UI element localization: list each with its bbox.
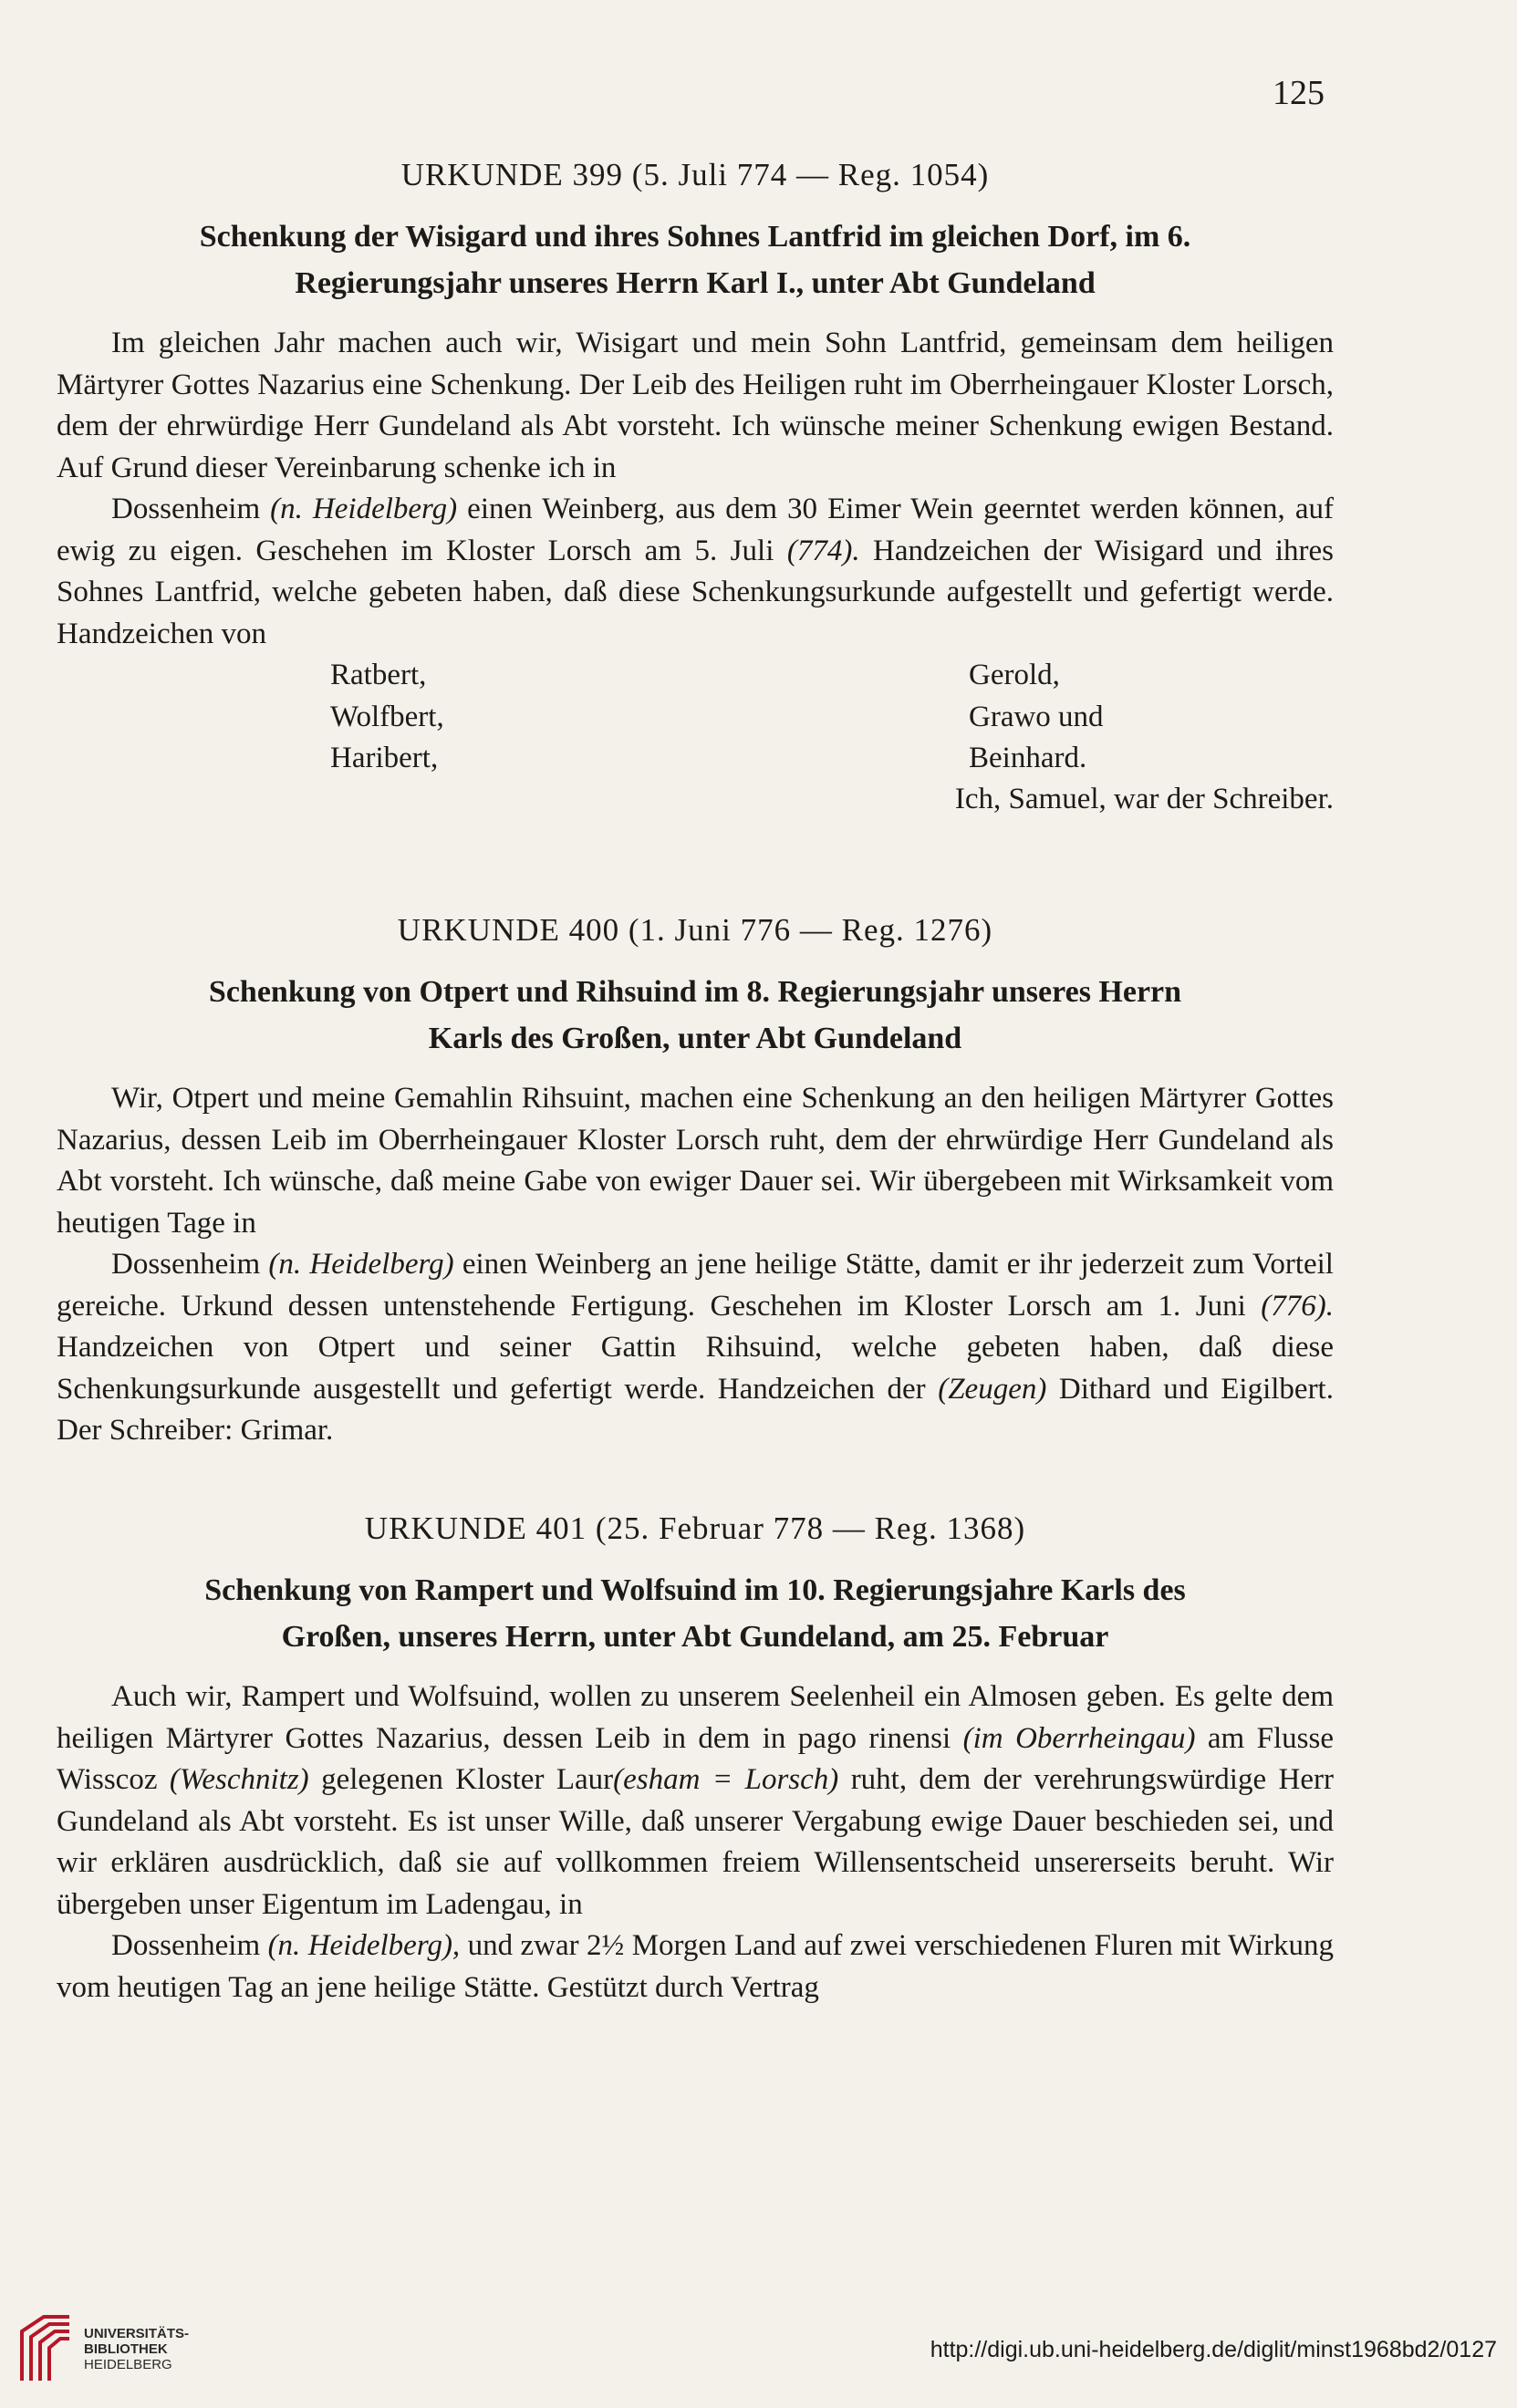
text-run: und zwar 2½ Morgen Land auf zwei verschiedenen Fluren mit Wirkung vom heutigen Tag an jene heilige Stätte. Gestützt durch Vertrag bbox=[57, 1929, 1334, 2004]
italic-text: (n. Heidelberg) bbox=[268, 1248, 454, 1281]
library-name-line: HEIDELBERG bbox=[84, 2357, 172, 2372]
witness-name: Grawo und bbox=[969, 700, 1104, 733]
title-line: Großen, unseres Herrn, unter Abt Gundeland, am 25. Februar bbox=[281, 1620, 1109, 1654]
italic-text: (Zeugen) bbox=[938, 1372, 1047, 1406]
urkunde-401 bbox=[57, 1510, 1334, 2008]
italic-text: (esham = Lorsch) bbox=[613, 1763, 839, 1796]
library-name-line: BIBLIOTHEK bbox=[84, 2341, 168, 2357]
paragraph bbox=[57, 1676, 1334, 1925]
title-line: Schenkung der Wisigard und ihres Sohnes Lantfrid im gleichen Dorf, im 6. bbox=[199, 220, 1191, 254]
urkunde-title bbox=[57, 1567, 1334, 1660]
library-name bbox=[84, 2326, 189, 2372]
italic-text: (774). bbox=[786, 534, 860, 567]
text-run: Dossenheim bbox=[111, 1929, 268, 1962]
paragraph bbox=[57, 489, 1334, 655]
text-run: gelegenen Kloster Laur bbox=[308, 1763, 614, 1796]
source-url-link[interactable]: http://digi.ub.uni-heidelberg.de/diglit/minst1968bd2/0127 bbox=[930, 2337, 1497, 2362]
witness-column-left bbox=[330, 655, 444, 780]
witness-name: Wolfbert, bbox=[330, 700, 444, 733]
italic-text: (im Oberrheingau) bbox=[962, 1721, 1196, 1755]
urkunde-header: URKUNDE 401 (25. Februar 778 — Reg. 1368) bbox=[364, 1510, 1026, 1546]
text-run: Handzeichen der Wisigard und ihres Sohnes Lantfrid, welche gebeten haben, daß diese Schenkungsurkunde aufgestellt und gefertigt werde. Handzeichen von bbox=[57, 534, 1334, 650]
paragraph bbox=[57, 1244, 1334, 1452]
witness-list bbox=[57, 655, 1334, 779]
italic-text: (Weschnitz) bbox=[169, 1763, 309, 1796]
university-library-logo-icon bbox=[16, 2311, 75, 2384]
urkunde-title bbox=[57, 969, 1334, 1062]
text-run: einen Weinberg an jene heilige Stätte, damit er ihr jederzeit zum Vorteil gereiche. Urkund dessen untenstehende Fertigung. Geschehen im Kloster Lorsch am 1. Juni bbox=[57, 1248, 1334, 1323]
title-line: Schenkung von Otpert und Rihsuind im 8. Regierungsjahr unseres Herrn bbox=[208, 975, 1182, 1009]
library-name-line: UNIVERSITÄTS- bbox=[84, 2326, 190, 2341]
urkunde-399 bbox=[57, 157, 1334, 821]
italic-text: (776). bbox=[1261, 1289, 1334, 1323]
text-run: Dithard und Eigilbert. Der Schreiber: Grimar. bbox=[57, 1372, 1334, 1447]
paragraph bbox=[57, 1925, 1334, 2008]
urkunde-header: URKUNDE 399 (5. Juli 774 — Reg. 1054) bbox=[400, 157, 990, 192]
paragraph: Wir, Otpert und meine Gemahlin Rihsuint, machen eine Schenkung an den heiligen Märtyrer Gottes Nazarius, dessen Leib im Oberrheingauer Kloster Lorsch ruht, dem der ehrwürdige Herr Gundeland als Abt vorsteht. Ich wünsche, daß meine Gabe von ewiger Dauer sei. Wir übergebeen mit Wirksamkeit vom heutigen Tage in bbox=[57, 1082, 1334, 1240]
title-line: Regierungsjahr unseres Herrn Karl I., unter Abt Gundeland bbox=[295, 266, 1096, 300]
witness-name: Beinhard. bbox=[969, 742, 1087, 774]
text-run: Auch wir, Rampert und Wolfsuind, wollen zu unserem Seelenheil ein Almosen geben. Es gelte dem heiligen Märtyrer Gottes Nazarius, dessen Leib in dem in pago rinensi bbox=[57, 1680, 1334, 1755]
witness-name: Ratbert, bbox=[330, 659, 427, 691]
text-run: einen Weinberg, aus dem 30 Eimer Wein geerntet werden können, auf ewig zu eigen. Geschehen im Kloster Lorsch am 5. Juli bbox=[57, 493, 1334, 567]
text-run: am Flusse Wisscoz bbox=[57, 1721, 1334, 1796]
title-line: Karls des Großen, unter Abt Gundeland bbox=[428, 1022, 962, 1055]
italic-text: (n. Heidelberg), bbox=[267, 1929, 461, 1962]
text-run: Dossenheim bbox=[111, 493, 271, 525]
page-number: 125 bbox=[1273, 74, 1325, 112]
library-footer bbox=[0, 2299, 1517, 2408]
text-run: Handzeichen von Otpert und seiner Gattin Rihsuind, welche gebeten haben, daß diese Schenkungsurkunde ausgestellt und gefertigt werde. Handzeichen der bbox=[57, 1331, 1334, 1406]
scribe-signoff: Ich, Samuel, war der Schreiber. bbox=[954, 783, 1334, 815]
urkunde-header: URKUNDE 400 (1. Juni 776 — Reg. 1276) bbox=[397, 912, 993, 948]
paragraph: Im gleichen Jahr machen auch wir, Wisigart und mein Sohn Lantfrid, gemeinsam dem heiligen Märtyrer Gottes Nazarius eine Schenkung. Der Leib des Heiligen ruht im Oberrheingauer Kloster Lorsch, dem der ehrwürdige Herr Gundeland als Abt vorsteht. Ich wünsche meiner Schenkung ewigen Bestand. Auf Grund dieser Vereinbarung schenke ich in bbox=[57, 327, 1334, 484]
witness-name: Haribert, bbox=[330, 742, 439, 774]
text-run: ruht, dem der verehrungswürdige Herr Gundeland als Abt vorsteht. Es ist unser Wille, daß unserer Vergabung ewige Dauer beschieden sei, und wir erklären ausdrücklich, daß sie auf vollkommen freiem Willensentscheid unsererseits beruht. Wir übergeben unser Eigentum im Ladengau, in bbox=[57, 1763, 1334, 1921]
urkunde-title bbox=[57, 213, 1334, 306]
title-line: Schenkung von Rampert und Wolfsuind im 10. Regierungsjahre Karls des bbox=[204, 1573, 1186, 1607]
urkunde-400 bbox=[57, 912, 1334, 1452]
witness-name: Gerold, bbox=[969, 659, 1060, 691]
italic-text: (n. Heidelberg) bbox=[270, 493, 458, 525]
text-run: Dossenheim bbox=[111, 1248, 269, 1281]
witness-column-right bbox=[969, 655, 1104, 780]
